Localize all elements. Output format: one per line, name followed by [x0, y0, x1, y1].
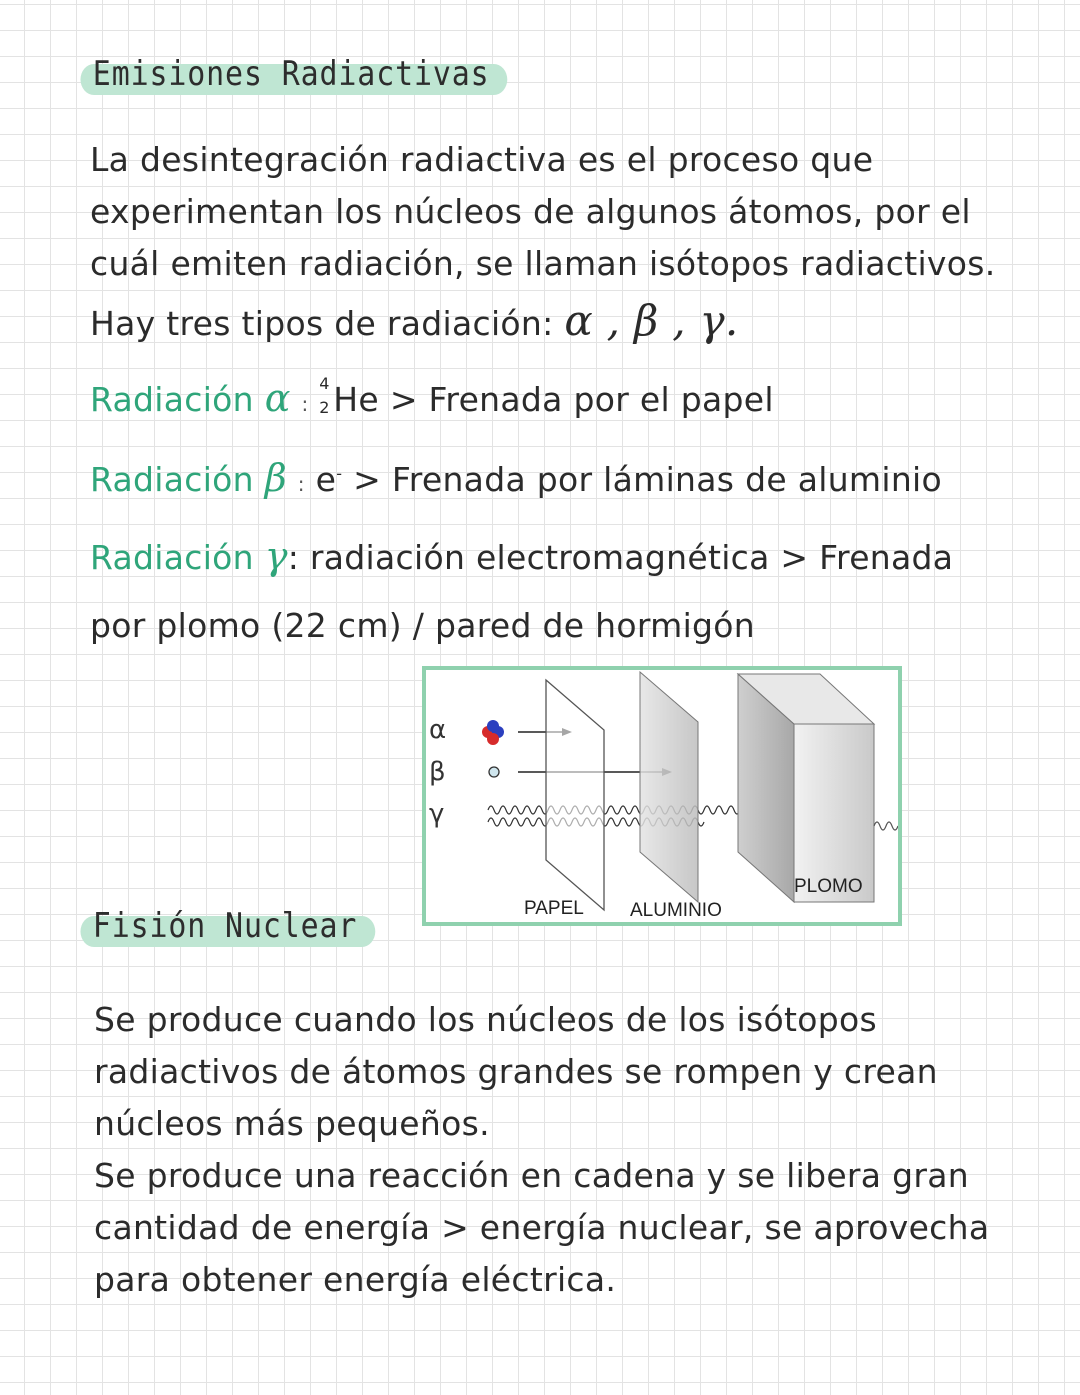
- section-heading-fision: Fisión Nuclear: [84, 904, 370, 949]
- gamma-symbol: γ: [264, 534, 288, 578]
- paper-sheet: [546, 680, 604, 910]
- alpha-symbol: α: [264, 376, 291, 420]
- electron-symbol: e: [315, 460, 337, 499]
- atomic-number: 2: [319, 398, 330, 417]
- alpha-line: [90, 376, 774, 420]
- diagram-svg: [426, 670, 898, 922]
- fission-line: Se produce una reacción en cadena y se libera gran: [94, 1156, 969, 1195]
- gamma-wave-exit: [874, 822, 898, 830]
- fission-line: cantidad de energía > energía nuclear, se aprovecha: [94, 1208, 990, 1247]
- beta-text: > Frenada por láminas de aluminio: [353, 460, 943, 499]
- lead-block: [738, 674, 874, 902]
- helium-symbol: He: [333, 380, 380, 419]
- alpha-label: Radiación: [90, 380, 254, 419]
- fission-line: radiactivos de átomos grandes se rompen y crean: [94, 1052, 938, 1091]
- mass-number: 4: [319, 374, 330, 393]
- fission-line: núcleos más pequeños.: [94, 1104, 490, 1143]
- fission-line: para obtener energía eléctrica.: [94, 1260, 617, 1299]
- intro-paragraph: [90, 134, 1020, 290]
- types-symbols: α , β , γ.: [564, 296, 739, 345]
- diagram-beta-label: β: [429, 757, 446, 787]
- aluminium-label: ALUMINIO: [630, 900, 722, 921]
- beta-particle-icon: [489, 767, 499, 777]
- gamma-line: [90, 534, 953, 578]
- alpha-colon: :: [301, 392, 309, 416]
- lead-label: PLOMO: [794, 876, 863, 897]
- aluminium-sheet: [640, 672, 698, 902]
- radiation-types-line: [90, 296, 739, 345]
- beta-line: [90, 456, 942, 500]
- radiation-penetration-diagram: [422, 666, 902, 926]
- intro-line: La desintegración radiactiva es el proceso que: [90, 140, 874, 179]
- gamma-label: Radiación: [90, 538, 254, 577]
- section-heading-emisiones: Emisiones Radiactivas: [84, 52, 502, 97]
- alpha-particle-icon: [482, 720, 504, 745]
- diagram-gamma-label: γ: [429, 799, 445, 829]
- types-text: Hay tres tipos de radiación:: [90, 304, 554, 343]
- fission-line: Se produce cuando los núcleos de los isótopos: [94, 1000, 877, 1039]
- intro-line: cuál emiten radiación, se llaman isótopos radiactivos.: [90, 244, 996, 283]
- gamma-line-continued: por plomo (22 cm) / pared de hormigón: [90, 606, 755, 645]
- paper-label: PAPEL: [524, 898, 584, 919]
- gamma-text: : radiación electromagnética > Frenada: [287, 538, 954, 577]
- beta-colon: :: [297, 472, 305, 496]
- alpha-text: > Frenada por el papel: [389, 380, 774, 419]
- diagram-alpha-label: α: [429, 715, 447, 745]
- electron-charge: -: [336, 464, 343, 483]
- fission-paragraph: [94, 994, 1024, 1306]
- intro-line: experimentan los núcleos de algunos átomos, por el: [90, 192, 971, 231]
- beta-label: Radiación: [90, 460, 254, 499]
- beta-symbol: β: [264, 456, 287, 500]
